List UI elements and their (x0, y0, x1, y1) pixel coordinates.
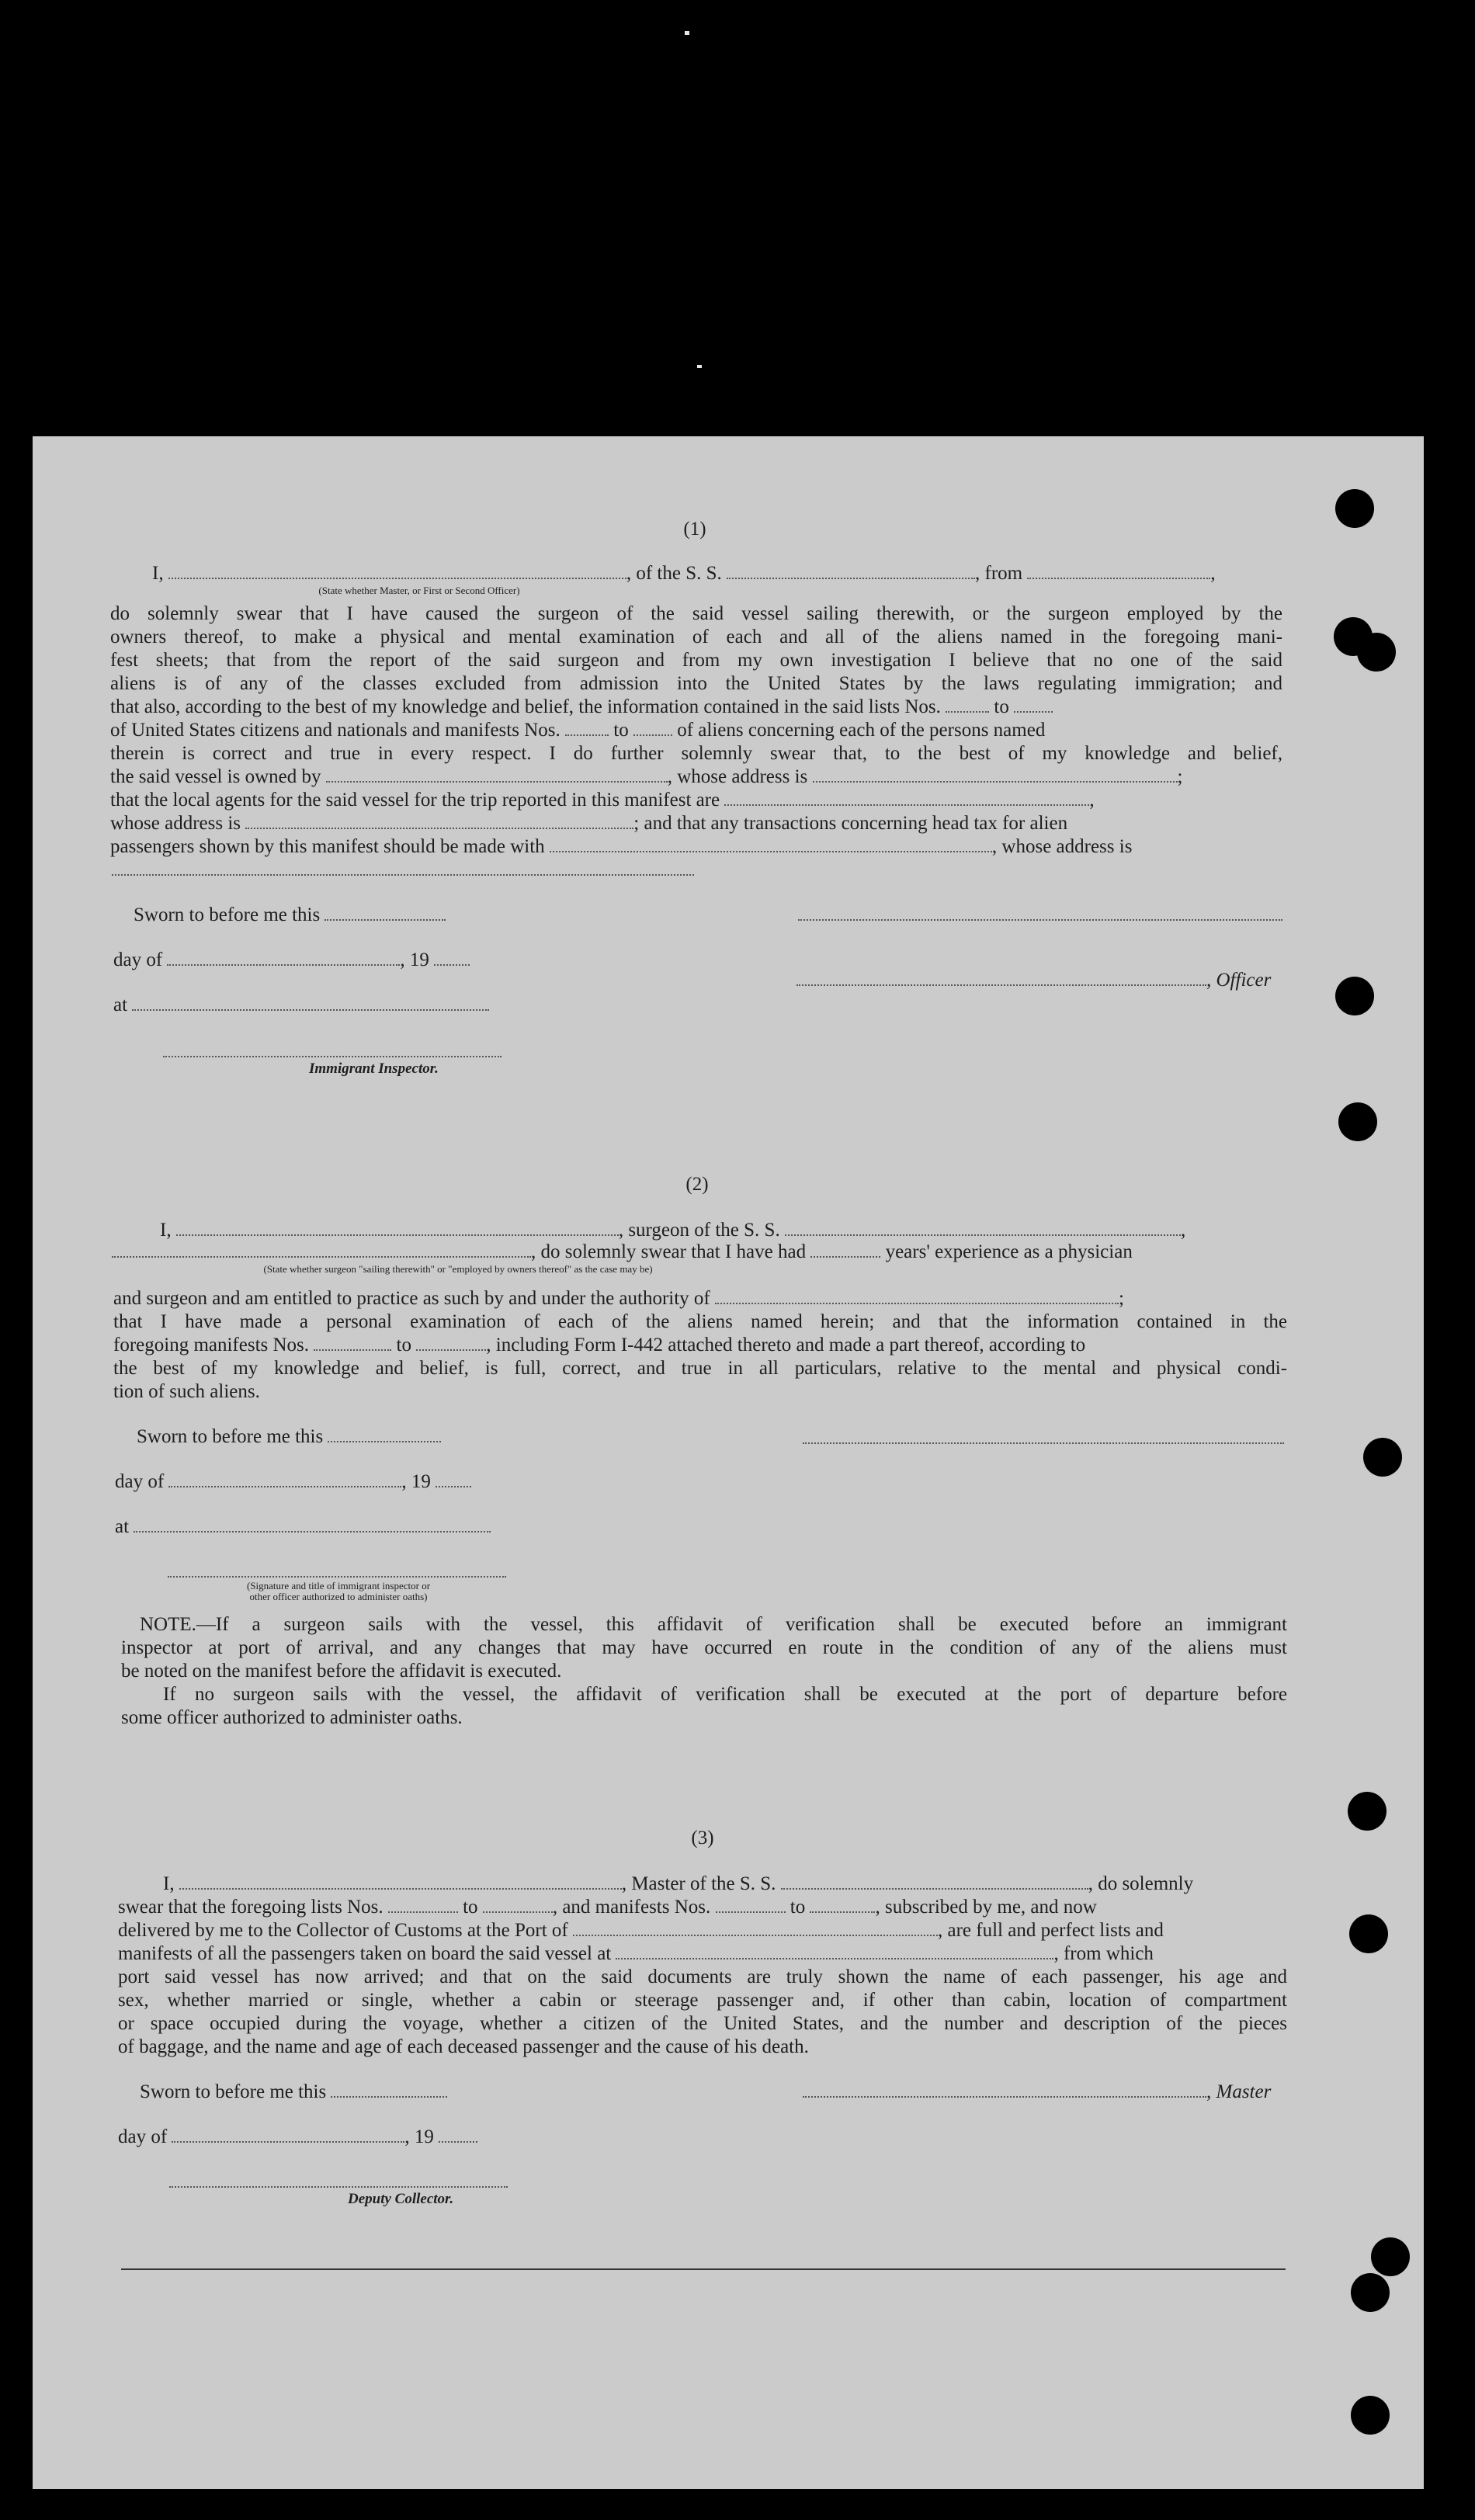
form-i442-label: , including Form I-442 attached thereto and made a part thereof, according to (486, 1335, 1086, 1355)
punct: ; (1119, 1288, 1124, 1309)
manifest-no-from-field[interactable] (716, 1896, 786, 1913)
master-name-field[interactable] (179, 1873, 622, 1890)
immigrant-inspector-label: Immigrant Inspector. (309, 1060, 439, 1077)
s3-lists-line (118, 1896, 1097, 1919)
to-label: to (790, 1897, 806, 1918)
s2-day-line (115, 1470, 471, 1494)
to-label: to (994, 696, 1009, 717)
s3-sworn-line (140, 2081, 447, 2104)
list-no-from-field[interactable] (388, 1896, 458, 1913)
punct: , (1210, 563, 1216, 584)
punct: ; (1177, 766, 1183, 787)
s1-body-line: do solemnly swear that I have caused the surgeon of the said vessel sailing therewith, or the surgeon employed by the (110, 603, 1282, 624)
manifest-no-from-field[interactable] (565, 719, 609, 736)
master-of-ss-label: , Master of the S. S. (621, 1873, 776, 1894)
agents-field[interactable] (724, 789, 1089, 806)
list-no-to-field[interactable] (483, 1896, 553, 1913)
s1-lists-line (110, 696, 1053, 719)
s2-note-line: inspector at port of arrival, and any changes that may have occurred en route in the condition of any of the aliens must (121, 1637, 1287, 1658)
at-label: at (113, 994, 128, 1015)
to-label: to (396, 1335, 411, 1355)
month-field[interactable] (172, 2126, 404, 2143)
s3-body-line: sex, whether married or single, whether a cabin or steerage passenger and, if other than cabin, location of compartment (118, 1990, 1287, 2011)
name-field[interactable] (168, 562, 626, 579)
manifest-no-to-field[interactable] (416, 1334, 486, 1351)
year-label: , 19 (401, 1471, 431, 1492)
master-label: , Master (1206, 2081, 1272, 2102)
at-place-field[interactable] (134, 1515, 491, 1532)
port-field[interactable] (573, 1919, 938, 1936)
owner-field[interactable] (326, 765, 668, 783)
s1-day-line (113, 949, 470, 972)
headtax-label: ; and that any transactions concerning head tax for alien (633, 813, 1068, 834)
embark-port-field[interactable] (616, 1942, 1053, 1959)
authority-label: and surgeon and am entitled to practice as such by and under the authority of (113, 1288, 710, 1309)
s2-note-line: If no surgeon sails with the vessel, the affidavit of verification shall be executed at the port of departure before (163, 1684, 1287, 1705)
list-no-from-field[interactable] (946, 696, 989, 713)
label-i: I, (152, 563, 164, 584)
s1-line-master (152, 562, 1216, 585)
surgeon-signature-field[interactable] (803, 1442, 1284, 1444)
punct: , (1089, 790, 1095, 810)
section-1-heading: (1) (683, 519, 706, 540)
officer-signature-field[interactable] (168, 1576, 506, 1578)
surgeon-of-ss-label: , surgeon of the S. S. (618, 1220, 780, 1241)
manifests-label: of United States citizens and nationals and manifests Nos. (110, 720, 560, 741)
s2-body-line: that I have made a personal examination of each of the aliens named herein; and that the information contained in the (113, 1311, 1287, 1332)
ship-name-field[interactable] (727, 562, 975, 579)
label-from: , from (975, 563, 1023, 584)
s3-body-line: port said vessel has now arrived; and that on the said documents are truly shown the name of each passenger, his age and (118, 1966, 1287, 1987)
s1-body-line: owners thereof, to make a physical and mental examination of each and all of the aliens named in the foregoing mani- (110, 627, 1282, 647)
year-label: , 19 (400, 949, 429, 970)
to-label: to (463, 1897, 478, 1918)
s2-manifests-line (113, 1334, 1085, 1357)
section-2-heading: (2) (685, 1174, 709, 1195)
sworn-label: Sworn to before me this (140, 2081, 327, 2102)
s2-note-line: NOTE.—If a surgeon sails with the vessel, this affidavit of verification shall be executed before an immigrant (140, 1614, 1287, 1635)
manifests-label: , and manifests Nos. (552, 1897, 711, 1918)
s1-master-note: (State whether Master, or First or Second Officer) (318, 585, 520, 596)
address-label: whose address is (110, 813, 241, 834)
surgeon-name-field[interactable] (176, 1219, 619, 1236)
manifests-label: foregoing manifests Nos. (113, 1335, 310, 1355)
section-3-heading: (3) (691, 1828, 714, 1848)
s1-body-line: aliens is of any of the classes excluded from admission into the United States by the laws regulating immigration; and (110, 673, 1282, 694)
year-field[interactable] (439, 2126, 477, 2143)
experience-label: years' experience as a physician (885, 1241, 1133, 1262)
label-of-ss: , of the S. S. (626, 563, 722, 584)
s3-master-sig-line (803, 2081, 1271, 2104)
at-label: at (115, 1516, 130, 1537)
lists-label: swear that the foregoing lists Nos. (118, 1897, 384, 1918)
s3-embark-line (118, 1942, 1154, 1966)
s2-note-line: be noted on the manifest before the affidavit is executed. (121, 1661, 562, 1682)
s2-authority-line (113, 1287, 1124, 1310)
officer-signature-field[interactable] (796, 969, 1206, 986)
lists-full-label: , are full and perfect lists and (938, 1920, 1164, 1941)
s1-officer-line (796, 969, 1271, 992)
years-experience-field[interactable] (810, 1241, 880, 1258)
surgeon-status-field[interactable] (112, 1241, 531, 1258)
s1-body-line: fest sheets; that from the report of the said surgeon and from my own investigation I believe that no one of the said (110, 650, 1282, 671)
manifest-no-to-field[interactable] (633, 719, 672, 736)
month-field[interactable] (167, 949, 400, 966)
s3-day-line (118, 2126, 477, 2149)
deputy-collector-label: Deputy Collector. (348, 2191, 454, 2207)
year-field[interactable] (434, 949, 470, 966)
s3-body-line: of baggage, and the name and age of each deceased passenger and the cause of his death. (118, 2036, 809, 2057)
aliens-label: of aliens concerning each of the persons named (677, 720, 1046, 741)
owned-label: the said vessel is owned by (110, 766, 321, 787)
from-which-label: , from which (1053, 1943, 1154, 1964)
deputy-collector-signature-field[interactable] (169, 2186, 508, 2188)
s1-at-line (113, 994, 489, 1017)
s2-body-line: tion of such aliens. (113, 1381, 260, 1402)
label-i: I, (163, 1873, 175, 1894)
s3-port-line (118, 1919, 1164, 1942)
punct: , (1180, 1220, 1186, 1241)
s2-status-note: (State whether surgeon "sailing therewith" or "employed by owners thereof" as the case may be) (263, 1263, 653, 1275)
s2-body-line: the best of my knowledge and belief, is full, correct, and true in all particulars, relative to the mental and physical condi- (113, 1358, 1287, 1379)
address-continuation-field[interactable] (112, 874, 694, 876)
sworn-date-field[interactable] (324, 904, 446, 921)
sworn-date-field[interactable] (331, 2081, 447, 2098)
s1-owned-line (110, 765, 1182, 789)
s3-body-line: or space occupied during the voyage, whether a citizen of the United States, and the number and description of the pieces (118, 2013, 1287, 2034)
collector-label: delivered by me to the Collector of Customs at the Port of (118, 1920, 568, 1941)
s2-at-line (115, 1515, 491, 1539)
s1-address-line (110, 812, 1067, 835)
day-of-label: day of (115, 1471, 165, 1492)
subscribed-label: , subscribed by me, and now (875, 1897, 1097, 1918)
surgeon-ship-field[interactable] (785, 1219, 1181, 1236)
s2-sig-note: other officer authorized to administer oaths) (249, 1591, 428, 1602)
solemnly-swear-label: , do solemnly swear that I have had (531, 1241, 807, 1262)
address-label: , whose address is (991, 836, 1133, 857)
manifest-no-from-field[interactable] (314, 1334, 391, 1351)
s1-manifests-line (110, 719, 1045, 742)
officer-label: , Officer (1206, 970, 1272, 991)
passengers-label: passengers shown by this manifest should be made with (110, 836, 545, 857)
s2-experience-line (112, 1241, 1133, 1264)
at-place-field[interactable] (132, 994, 489, 1011)
master-signature-field[interactable] (803, 2081, 1206, 2098)
s2-note-line: some officer authorized to administer oaths. (121, 1707, 463, 1728)
sworn-date-field[interactable] (328, 1425, 441, 1442)
owner-address-label: , whose address is (667, 766, 808, 787)
manifest-no-to-field[interactable] (810, 1896, 875, 1913)
s2-surgeon-line (160, 1219, 1185, 1242)
label-i: I, (160, 1220, 172, 1241)
embark-label: manifests of all the passengers taken on board the said vessel at (118, 1943, 612, 1964)
s3-master-line (163, 1873, 1193, 1896)
year-field[interactable] (436, 1470, 471, 1487)
s2-sig-note: (Signature and title of immigrant inspector or (246, 1580, 431, 1591)
owner-address-field[interactable] (813, 765, 1178, 783)
sworn-label: Sworn to before me this (134, 904, 321, 925)
s2-sworn-line (137, 1425, 441, 1449)
headtax-party-field[interactable] (550, 835, 992, 852)
day-of-label: day of (118, 2126, 168, 2147)
ship-name-field[interactable] (781, 1873, 1088, 1890)
s1-sworn-line (134, 904, 446, 927)
to-label: to (613, 720, 629, 741)
s1-agents-line (110, 789, 1095, 812)
list-no-to-field[interactable] (1014, 696, 1053, 713)
s1-passengers-line (110, 835, 1132, 859)
solemnly-label: , do solemnly (1088, 1873, 1194, 1894)
authority-field[interactable] (715, 1287, 1119, 1304)
sworn-label: Sworn to before me this (137, 1426, 324, 1447)
lists-label: that also, according to the best of my knowledge and belief, the information contained in the said lists Nos. (110, 696, 941, 717)
day-of-label: day of (113, 949, 163, 970)
bottom-divider (121, 2268, 1286, 2270)
year-label: , 19 (404, 2126, 434, 2147)
port-from-field[interactable] (1027, 562, 1210, 579)
agents-label: that the local agents for the said vessel for the trip reported in this manifest are (110, 790, 720, 810)
agents-address-field[interactable] (245, 812, 633, 829)
s1-body-line: therein is correct and true in every respect. I do further solemnly swear that, to the best of my knowledge and belief, (110, 743, 1282, 764)
month-field[interactable] (168, 1470, 401, 1487)
master-signature-field[interactable] (798, 919, 1282, 921)
